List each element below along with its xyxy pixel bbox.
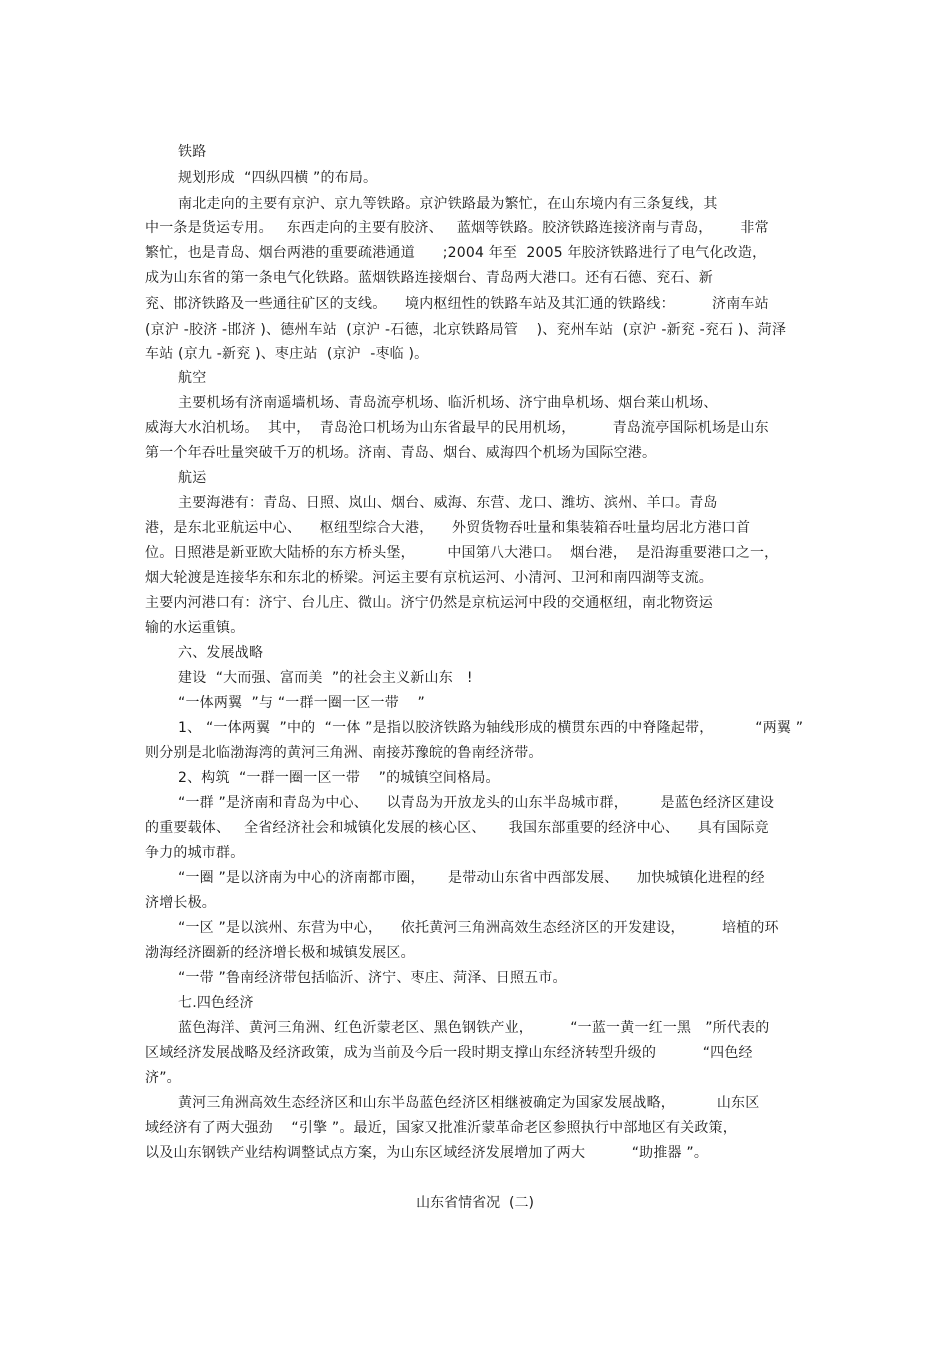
paragraph-line: 烟大轮渡是连接华东和东北的桥梁。河运主要有京杭运河、小清河、卫河和南四湖等支流。 xyxy=(145,570,713,586)
heading-aviation: 航空 xyxy=(178,370,207,386)
paragraph-line: 区域经济发展战略及经济政策，成为当前及今后一段时期支撑山东经济转型升级的 “四色经 xyxy=(145,1045,753,1061)
paragraph-line: 主要海港有：青岛、日照、岚山、烟台、威海、东营、龙口、潍坊、滨州、羊口。青岛 xyxy=(178,495,718,511)
paragraph-line: “一圈 ”是以济南为中心的济南都市圈， 是带动山东省中西部发展、 加快城镇化进程的经 xyxy=(178,870,765,886)
paragraph-line: 域经济有了两大强劲 “引擎 ”。最近，国家又批准沂蒙革命老区参照执行中部地区有关政策， xyxy=(145,1120,737,1136)
paragraph-line: 繁忙，也是青岛、烟台两港的重要疏港通道 ;2004 年至 2005 年胶济铁路进行了电气化改造， xyxy=(145,245,767,261)
paragraph-line: 港，是东北亚航运中心、 枢纽型综合大港， 外贸货物吞吐量和集装箱吞吐量均居北方港口首 xyxy=(145,520,751,536)
paragraph-line: “一带 ”鲁南经济带包括临沂、济宁、枣庄、菏泽、日照五市。 xyxy=(178,970,567,986)
paragraph-line: 车站 (京九 -新兖 )、枣庄站 (京沪 -枣临 )。 xyxy=(145,346,429,362)
paragraph-line: 第一个年吞吐量突破千万的机场。济南、青岛、烟台、威海四个机场为国际空港。 xyxy=(145,445,657,461)
page-footer: 山东省情省况 (二) xyxy=(416,1195,534,1211)
paragraph-line: 位。日照港是新亚欧大陆桥的东方桥头堡， 中国第八大港口。 烟台港， 是沿海重要港口之一， xyxy=(145,545,779,561)
paragraph-line: “一体两翼 ”与 “一群一圈一区一带 ” xyxy=(178,695,425,711)
paragraph-line: 的重要载体、 全省经济社会和城镇化发展的核心区、 我国东部重要的经济中心、 具有国际竞 xyxy=(145,820,769,836)
paragraph-line: 威海大水泊机场。 其中， 青岛沧口机场为山东省最早的民用机场， 青岛流亭国际机场是山东 xyxy=(145,420,769,436)
paragraph-line: 渤海经济圈新的经济增长极和城镇发展区。 xyxy=(145,945,415,961)
paragraph-line: 兖、邯济铁路及一些通往矿区的支线。 境内枢纽性的铁路车站及其汇通的铁路线： 济南车站 xyxy=(145,296,769,312)
paragraph-line: 规划形成 “四纵四横 ”的布局。 xyxy=(178,170,378,186)
paragraph-line: 2、构筑 “一群一圈一区一带 ”的城镇空间格局。 xyxy=(178,770,500,786)
heading-shipping: 航运 xyxy=(178,470,207,486)
paragraph-line: 济”。 xyxy=(145,1070,181,1086)
heading-development-strategy: 六、发展战略 xyxy=(178,645,264,661)
paragraph-line: 主要机场有济南遥墙机场、青岛流亭机场、临沂机场、济宁曲阜机场、烟台莱山机场、 xyxy=(178,395,718,411)
paragraph-line: 主要内河港口有：济宁、台儿庄、微山。济宁仍然是京杭运河中段的交通枢纽，南北物资运 xyxy=(145,595,713,611)
paragraph-line: 输的水运重镇。 xyxy=(145,620,245,636)
paragraph-line: (京沪 -胶济 -邯济 )、德州车站 (京沪 -石德，北京铁路局管 )、兖州车站 (京沪 -新兖 -兖石 )、菏泽 xyxy=(145,322,787,338)
paragraph-line: 则分别是北临渤海湾的黄河三角洲、南接苏豫皖的鲁南经济带。 xyxy=(145,745,543,761)
heading-railway: 铁路 xyxy=(178,144,207,160)
paragraph-line: 1、 “一体两翼 ”中的 “一体 ”是指以胶济铁路为轴线形成的横贯东西的中脊隆起带， “两翼 ” xyxy=(178,720,804,736)
paragraph-line: 争力的城市群。 xyxy=(145,845,245,861)
paragraph-line: “一区 ”是以滨州、东营为中心， 依托黄河三角洲高效生态经济区的开发建设， 培植的环 xyxy=(178,920,779,936)
paragraph-line: 黄河三角洲高效生态经济区和山东半岛蓝色经济区相继被确定为国家发展战略， 山东区 xyxy=(178,1095,760,1111)
paragraph-line: 济增长极。 xyxy=(145,895,216,911)
paragraph-line: 蓝色海洋、黄河三角洲、红色沂蒙老区、黑色钢铁产业， “一蓝一黄一红一黑 ”所代表的 xyxy=(178,1020,770,1036)
paragraph-line: “一群 ”是济南和青岛为中心、 以青岛为开放龙头的山东半岛城市群， 是蓝色经济区建设 xyxy=(178,795,775,811)
paragraph-line: 中一条是货运专用。 东西走向的主要有胶济、 蓝烟等铁路。胶济铁路连接济南与青岛， 非常 xyxy=(145,220,769,236)
paragraph-line: 南北走向的主要有京沪、京九等铁路。京沪铁路最为繁忙，在山东境内有三条复线，其 xyxy=(178,196,718,212)
paragraph-line: 建设 “大而强、富而美 ”的社会主义新山东 ! xyxy=(178,670,473,686)
paragraph-line: 以及山东钢铁产业结构调整试点方案，为山东区域经济发展增加了两大 “助推器 ”。 xyxy=(145,1145,709,1161)
paragraph-line: 成为山东省的第一条电气化铁路。蓝烟铁路连接烟台、青岛两大港口。还有石德、兖石、新 xyxy=(145,270,713,286)
heading-four-color-economy: 七.四色经济 xyxy=(178,995,254,1011)
